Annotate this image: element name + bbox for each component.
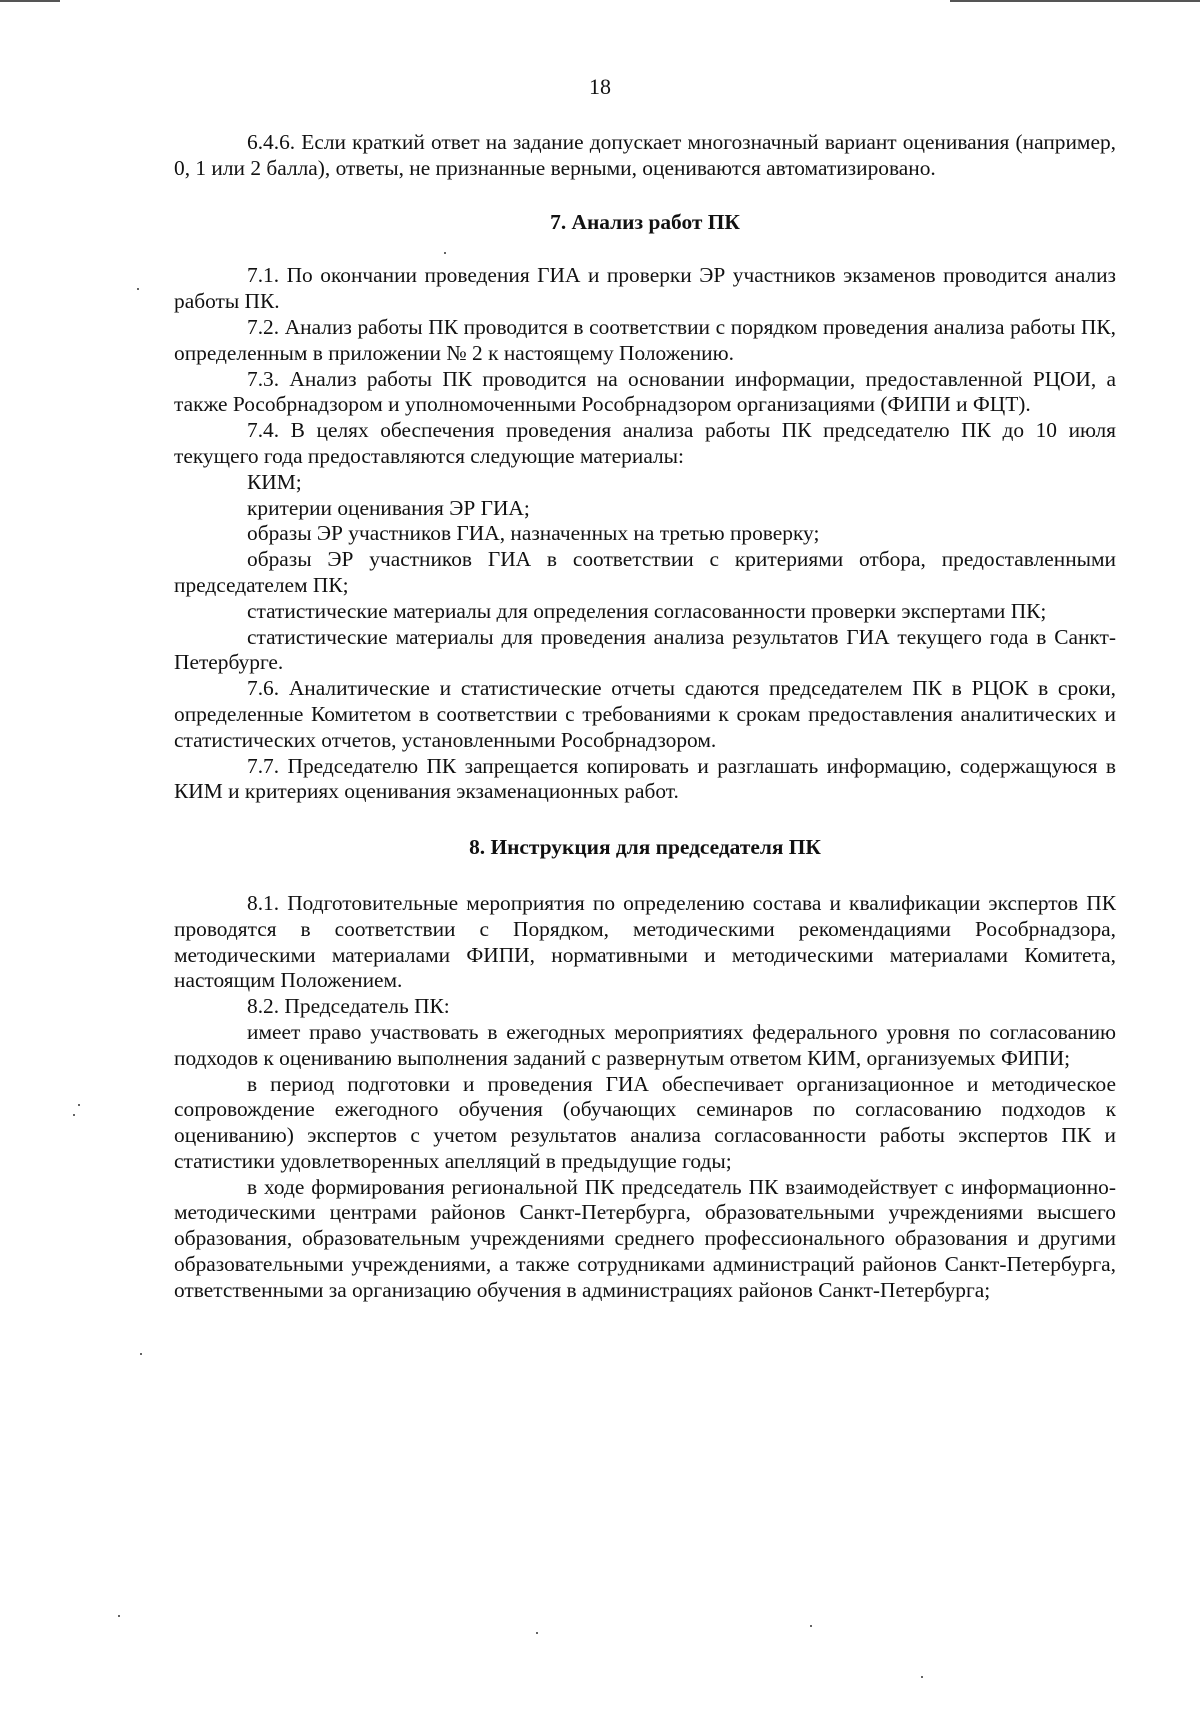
paragraph-6-4-6: 6.4.6. Если краткий ответ на задание допускает многозначный вариант оценивания (например, 0, 1 или 2 балла), ответы, не признанные верными, оцениваются автоматизировано. xyxy=(174,130,1116,180)
page-number: 18 xyxy=(589,74,611,99)
section-8-heading: 8. Инструкция для председателя ПК xyxy=(469,835,821,860)
scan-edge-mark xyxy=(0,0,60,2)
paragraph-7-7: 7.7. Председателю ПК запрещается копировать и разглашать информацию, содержащуюся в КИМ и критериях оценивания экзаменационных работ. xyxy=(174,753,1116,804)
list-item-training-support: в период подготовки и проведения ГИА обеспечивает организационное и методическое сопровождение ежегодного обучения (обучающих семинаров по согласованию подходов к оцениванию) экспертов с учетом результатов анализа согласованности работы экспертов ПК и статистики удовлетворенных апелляций в предыдущие годы; xyxy=(174,1071,1116,1173)
scan-speck xyxy=(137,288,139,290)
scan-speck xyxy=(536,1632,538,1634)
list-item-federal-events: имеет право участвовать в ежегодных мероприятиях федерального уровня по согласованию подходов к оцениванию выполнения заданий с развернутым ответом КИМ, организуемых ФИПИ; xyxy=(174,1019,1116,1070)
list-item-results-stats: статистические материалы для проведения анализа результатов ГИА текущего года в Санкт-Петербурге. xyxy=(174,624,1116,675)
list-item-third-check: образы ЭР участников ГИА, назначенных на третью проверку; xyxy=(247,521,820,546)
scan-speck xyxy=(444,252,446,254)
scan-speck xyxy=(921,1676,923,1678)
list-item-kim: КИМ; xyxy=(247,469,302,494)
scan-speck xyxy=(78,1104,80,1106)
document-body xyxy=(174,130,1116,1304)
list-item-criteria: критерии оценивания ЭР ГИА; xyxy=(247,495,530,520)
scan-speck xyxy=(73,1114,75,1116)
section-7-heading: 7. Анализ работ ПК xyxy=(550,209,740,234)
paragraph-7-6: 7.6. Аналитические и статистические отчеты сдаются председателем ПК в РЦОК в сроки, определенные Комитетом в соответствии с требованиями к срокам предоставления аналитических и статистических отчетов, установленными Рособрнадзором. xyxy=(174,676,1116,752)
paragraph-7-4: 7.4. В целях обеспечения проведения анализа работы ПК председателю ПК до 10 июля текущего года предоставляются следующие материалы: xyxy=(174,418,1116,468)
scan-speck xyxy=(140,1353,142,1355)
scan-speck xyxy=(810,1625,812,1627)
list-item-selection-criteria: образы ЭР участников ГИА в соответствии с критериями отбора, предоставленными председателем ПК; xyxy=(174,547,1116,597)
paragraph-7-2: 7.2. Анализ работы ПК проводится в соответствии с порядком проведения анализа работы ПК, определенным в приложении № 2 к настоящему Положению. xyxy=(174,314,1116,365)
scan-speck xyxy=(118,1615,120,1617)
list-item-regional-cooperation: в ходе формирования региональной ПК председатель ПК взаимодействует с информационно-методическими центрами районов Санкт-Петербурга, образовательными учреждениями высшего образования, образовательным учреждениями среднего профессионального образования и другими образовательными учреждениями, а также сотрудниками администраций районов Санкт-Петербурга, ответственными за организацию обучения в администрациях районов Санкт-Петербурга; xyxy=(174,1174,1116,1302)
paragraph-7-3: 7.3. Анализ работы ПК проводится на основании информации, предоставленной РЦОИ, а также Рособрнадзором и уполномоченными Рособрнадзором организациями (ФИПИ и ФЦТ). xyxy=(174,366,1116,417)
paragraph-7-1: 7.1. По окончании проведения ГИА и проверки ЭР участников экзаменов проводится анализ работы ПК. xyxy=(174,263,1116,314)
scan-edge-mark xyxy=(950,0,1200,2)
list-item-consistency-stats: статистические материалы для определения согласованности проверки экспертами ПК; xyxy=(247,598,1047,623)
paragraph-8-1: 8.1. Подготовительные мероприятия по определению состава и квалификации экспертов ПК проводятся в соответствии с Порядком, методическими рекомендациями Рособрнадзора, методическими материалами ФИПИ, нормативными и методическими материалами Комитета, настоящим Положением. xyxy=(174,890,1116,993)
paragraph-8-2: 8.2. Председатель ПК: xyxy=(247,994,450,1019)
